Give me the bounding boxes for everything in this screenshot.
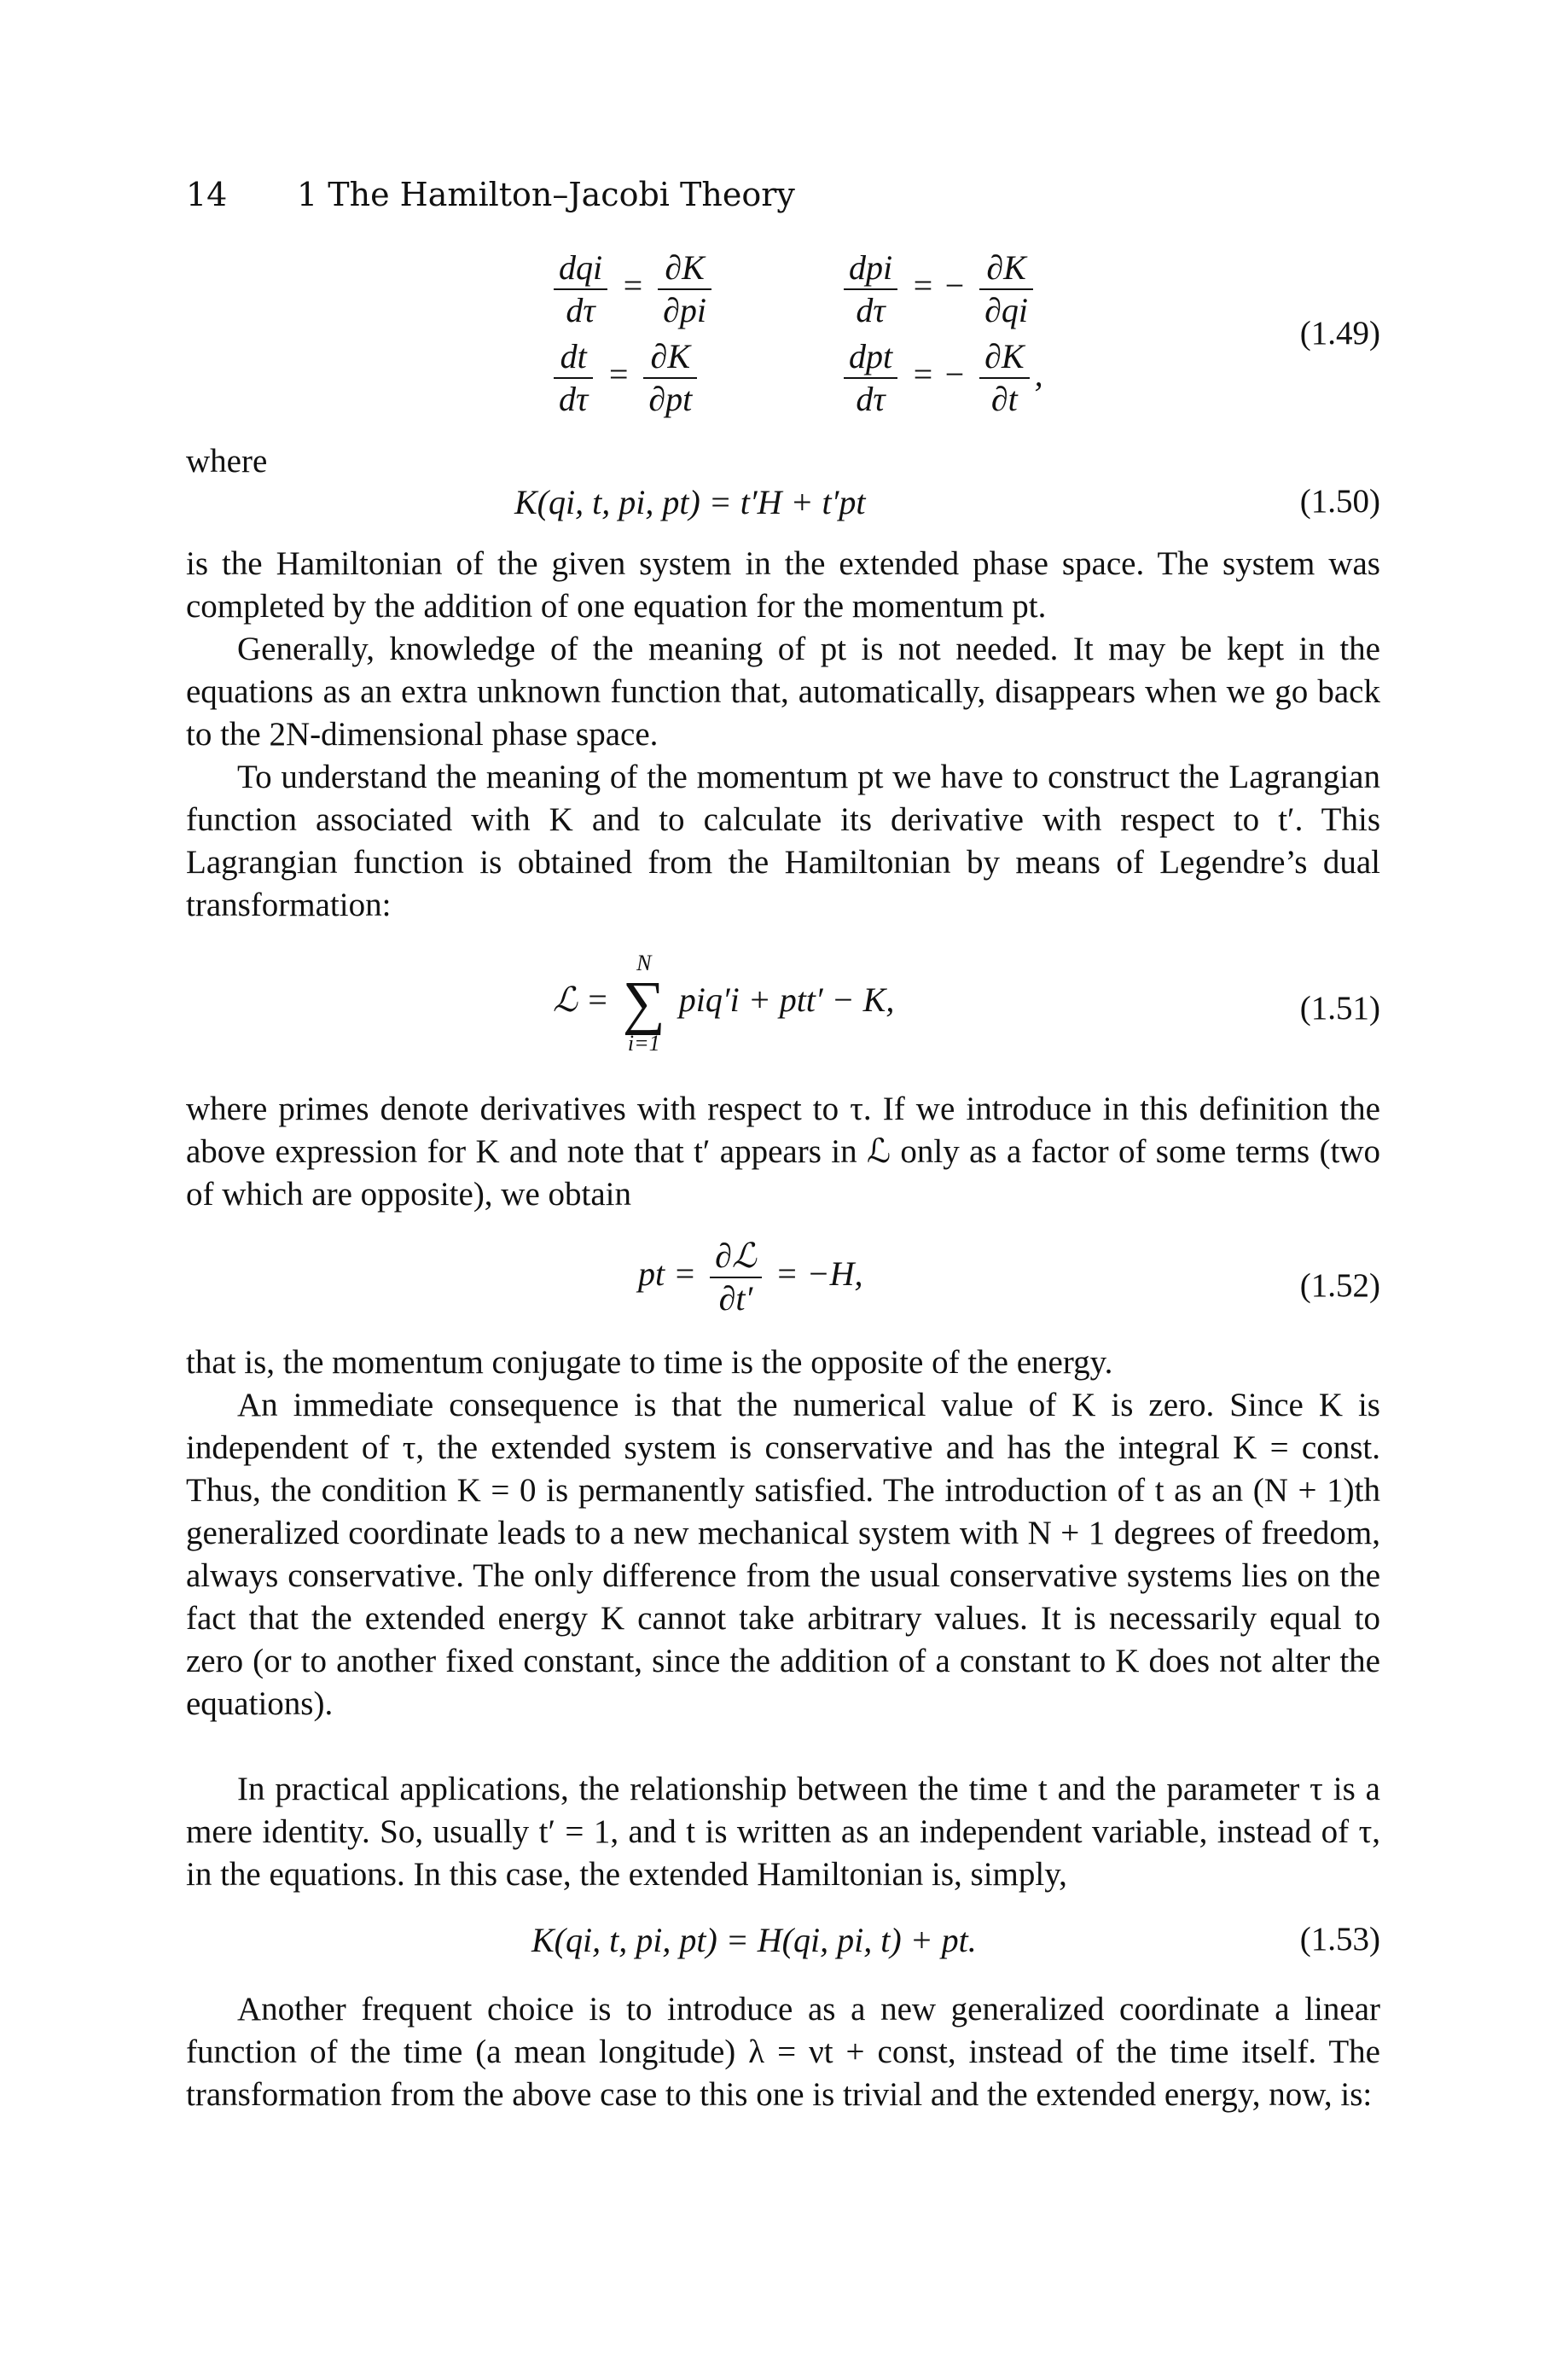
equation-number: (1.50)	[1299, 483, 1380, 520]
equation-number: (1.51)	[1299, 990, 1380, 1027]
paragraph-8: Another frequent choice is to introduce as a new generalized coordinate a linear function of the time (a mean longitude) λ = νt + const, instead of the time itself. The transformation from the above case to this one is trivial and the extended energy, now, is:	[186, 1991, 1380, 2113]
running-header	[186, 176, 795, 213]
equation-1-52: pt = $\frac{\text{∂ℒ}}{\partial t'}$ = −H, (1.52)	[638, 1236, 1380, 1318]
equation-number: (1.52)	[1299, 1267, 1380, 1304]
equation-number: (1.49)	[1299, 315, 1380, 352]
equation-1-49	[186, 247, 1380, 427]
eq149-row1-left: $\frac{\text{dqi}}{d\tau}$ = $\frac{\partial K}{\partial pi}$	[549, 247, 839, 331]
paragraph-3: To understand the meaning of the momentum pt we have to construct the Lagrangian function associated with K and to calculate its derivative with respect to t′. This Lagrangian function is obtained from the Hamiltonian by means of Legendre’s dual transformation:	[186, 759, 1380, 923]
paragraph-5: that is, the momentum conjugate to time is the opposite of the energy.	[186, 1344, 1113, 1381]
equation-1-53: K(qi, t, pi, pt) = H(qi, pi, t) + pt. (1.53)	[531, 1921, 1380, 1959]
where-label: where	[186, 443, 268, 480]
paragraph-6: An immediate consequence is that the numerical value of K is zero. Since K is independent of τ, the extended system is conservative and has the integral K = const. Thus, the condition K = 0 is permanently satisfied. The introduction of t as an (N + 1)th generalized coordinate leads to a new mechanical system with N + 1 degrees of freedom, always conservative. The only difference from the usual conservative systems lies on the fact that the extended energy K cannot take arbitrary values. It is necessarily equal to zero (or to another fixed constant, since the addition of a constant to K does not alter the equations).	[186, 1387, 1380, 1722]
equation-1-50: K(qi, t, pi, pt) = t′H + t′pt (1.50)	[514, 483, 1380, 521]
equation-number: (1.53)	[1299, 1921, 1380, 1958]
page-number: 14	[186, 176, 228, 213]
equation-1-51: ℒ = N ∑ i=1 piq′i + ptt′ − K, (1.51)	[553, 951, 1380, 1056]
running-title: 1 The Hamilton–Jacobi Theory	[297, 176, 795, 213]
eq149-row2-left: $\frac{dt}{d\tau}$ = $\frac{\partial K}{\partial pt}$	[549, 336, 839, 420]
paragraph-2: Generally, knowledge of the meaning of pt is not needed. It may be kept in the equations as an extra unknown function that, automatically, disappears when we go back to the 2N-dimensional phase space.	[186, 631, 1380, 753]
summation: N ∑ i=1	[622, 951, 665, 1056]
paragraph-1: is the Hamiltonian of the given system in the extended phase space. The system was completed by the addition of one equation for the momentum pt.	[186, 545, 1380, 625]
eq149-row1-right: $\frac{\text{dpi}}{d\tau}$ = − $\frac{\partial K}{\partial qi}$	[839, 247, 1129, 331]
paragraph-7: In practical applications, the relationship between the time t and the parameter τ is a mere identity. So, usually t′ = 1, and t is written as an independent variable, instead of τ, in the equations. In this case, the extended Hamiltonian is, simply,	[186, 1771, 1380, 1893]
paragraph-4: where primes denote derivatives with respect to τ. If we introduce in this definition the above expression for K and note that t′ appears in ℒ only as a factor of some terms (two of which are opposite), we obtain	[186, 1091, 1380, 1213]
eq149-row2-right: $\frac{\text{dpt}}{d\tau}$ = − $\frac{\partial K}{\partial t}$ ,	[839, 336, 1129, 420]
